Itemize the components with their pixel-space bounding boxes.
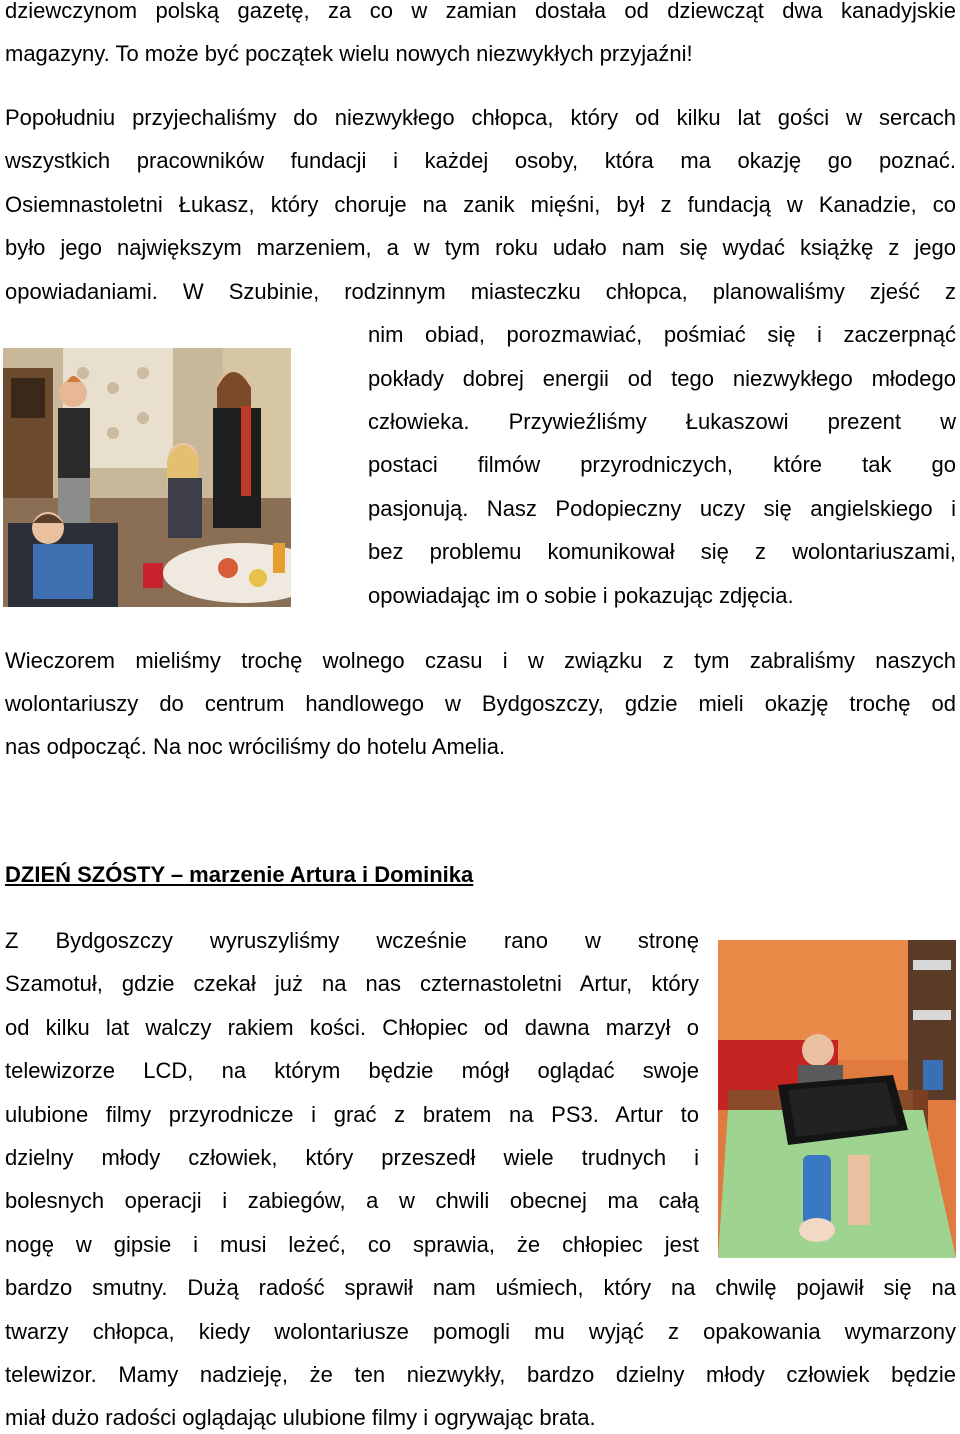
text-line: magazyny. To może być początek wielu nowych niezwykłych przyjaźni! [5, 41, 693, 66]
photo-artur-tv-image [718, 940, 956, 1258]
text-line: człowieka. Przywieźliśmy Łukaszowi prezent w [368, 409, 956, 434]
text-line: postaci filmów przyrodniczych, które tak go [368, 452, 956, 477]
text-line: twarzy chłopca, kiedy wolontariusze pomogli mu wyjąć z opakowania wymarzony [5, 1319, 956, 1344]
text-line: telewizor. Mamy nadzieję, że ten niezwykły, bardzo dzielny młody człowiek będzie [5, 1362, 956, 1387]
photo-lukasz-visit-image [3, 348, 291, 607]
text-line: wolontariuszy do centrum handlowego w Bydgoszczy, gdzie mieli okazję trochę od [5, 691, 956, 716]
text-line: Wieczorem mieliśmy trochę wolnego czasu i w związku z tym zabraliśmy naszych [5, 648, 956, 673]
text-line: telewizorze LCD, na którym będzie mógł oglądać swoje [5, 1058, 699, 1083]
text-line: dziewczynom polską gazetę, za co w zamian dostała od dziewcząt dwa kanadyjskie [5, 0, 956, 23]
text-line: pasjonują. Nasz Podopieczny uczy się angielskiego i [368, 496, 956, 521]
text-line: nas odpocząć. Na noc wróciliśmy do hotelu Amelia. [5, 734, 506, 759]
text-line: bardzo smutny. Dużą radość sprawił nam uśmiech, który na chwilę pojawił się na [5, 1275, 956, 1300]
section-heading: DZIEŃ SZÓSTY – marzenie Artura i Dominika [5, 862, 474, 887]
text-line: nogę w gipsie i musi leżeć, co sprawia, że chłopiec jest [5, 1232, 699, 1257]
text-line: pokłady dobrej energii od tego niezwykłego młodego [368, 366, 956, 391]
text-line: Szamotuł, gdzie czekał już na nas czternastoletni Artur, który [5, 971, 699, 996]
text-line: ulubione filmy przyrodnicze i grać z bratem na PS3. Artur to [5, 1102, 699, 1127]
text-line: bolesnych operacji i zabiegów, a w chwili obecnej ma całą [5, 1188, 699, 1213]
text-line: było jego największym marzeniem, a w tym roku udało nam się wydać książkę z jego [5, 235, 956, 260]
photo-lukasz-visit [3, 348, 291, 607]
photo-artur-tv [718, 940, 956, 1258]
text-line: miał dużo radości oglądając ulubione filmy i ogrywając brata. [5, 1405, 596, 1430]
text-line: dzielny młody człowiek, który przeszedł wiele trudnych i [5, 1145, 699, 1170]
text-line: Z Bydgoszczy wyruszyliśmy wcześnie rano w stronę [5, 928, 699, 953]
text-line: Osiemnastoletni Łukasz, który choruje na zanik mięśni, był z fundacją w Kanadzie, co [5, 192, 956, 217]
text-line: bez problemu komunikował się z wolontariuszami, [368, 539, 956, 564]
text-line: Popołudniu przyjechaliśmy do niezwykłego chłopca, który od kilku lat gości w sercach [5, 105, 956, 130]
text-line: wszystkich pracowników fundacji i każdej osoby, która ma okazję go poznać. [5, 148, 956, 173]
text-line: od kilku lat walczy rakiem kości. Chłopiec od dawna marzył o [5, 1015, 699, 1040]
text-line: nim obiad, porozmawiać, pośmiać się i zaczerpnąć [368, 322, 956, 347]
text-line: opowiadając im o sobie i pokazując zdjęcia. [368, 583, 794, 608]
text-line: opowiadaniami. W Szubinie, rodzinnym miasteczku chłopca, planowaliśmy zjeść z [5, 279, 956, 304]
